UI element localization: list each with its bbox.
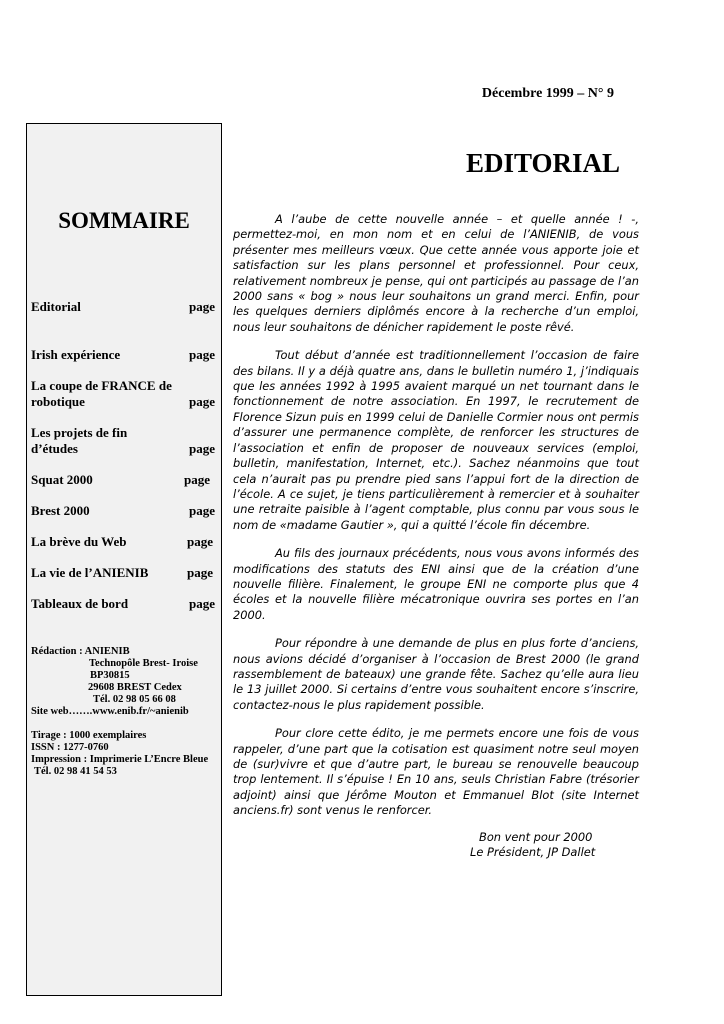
toc-item-page: page [189, 394, 215, 409]
editorial-paragraph: A l’aube de cette nouvelle année – et quelle année ! -, permettez-moi, en mon nom et en celui de l’ANIENIB, de vous présenter mes meilleurs vœux. Que cette année vous apporte joie et satisfaction sur les plans personnel et professionnel. Pour ceux, relativement nombreux je pense, qui ont participés au passage de l’an 2000 sans « bog » nous leur souhaitons un grand merci. Enfin, pour les quelques derniers diplômés encore à la recherche d’un emploi, nous leur souhaitons de dénicher rapidement le poste rêvé. [233, 212, 639, 334]
credits-address-line: 29608 BREST Cedex [88, 682, 182, 693]
credits-printer-phone: Tél. 02 98 41 54 53 [34, 766, 117, 777]
credits-tirage: Tirage : 1000 exemplaires [31, 730, 147, 741]
toc-item-label: Tableaux de bord [31, 596, 129, 611]
sommaire-sidebar [26, 123, 222, 996]
sommaire-title: SOMMAIRE [58, 208, 190, 233]
toc-item-brest [31, 503, 215, 519]
credits-phone: Tél. 02 98 05 66 08 [93, 694, 176, 705]
credits-impression: Impression : Imprimerie L’Encre Bleue [31, 754, 209, 765]
toc-item-label: La brève du Web [31, 534, 127, 549]
toc-item-page: page [187, 565, 213, 580]
editorial-paragraph: Au fils des journaux précédents, nous vous avons informés des modifications des statuts des ENI ainsi que de la création d’une nouvelle filière. Finalement, le groupe ENI ne comporte plus que 4 écoles et la nouvelle filière mécatronique ouvrira ses portes en l’an 2000. [233, 546, 639, 622]
toc-item-irish [31, 347, 215, 363]
editorial-paragraph: Pour clore cette édito, je me permets encore une fois de vous rappeler, d’une part que la cotisation est quasiment notre seul moyen de (sur)vivre et que d’autre part, le bureau se renouvelle beaucoup trop lentement. Il s’épuise ! En 10 ans, seuls Christian Fabre (trésorier adjoint) ainsi que Jérôme Mouton et Emmanuel Blot (site Internet anciens.fr) sont venus le renforcer. [233, 726, 639, 818]
toc-item-page: page [189, 347, 215, 362]
credits-website: Site web…….www.enib.fr/~anienib [31, 706, 189, 717]
editorial-closing: Bon vent pour 2000 [479, 830, 593, 844]
toc-item-page: page [189, 441, 215, 456]
credits-address-line: Technopôle Brest- Iroise [89, 658, 198, 669]
editorial-paragraph: Pour répondre à une demande de plus en plus forte d’anciens, nous avions décidé d’organiser à l’occasion de Brest 2000 (le grand rassemblement de bateaux) une grande fête. Sachez qu’elle aura lieu le 13 juillet 2000. Si certains d’entre vous souhaitent encore s’inscrire, contactez-nous le plus rapidement possible. [233, 636, 639, 712]
credits-issn: ISSN : 1277-0760 [31, 742, 109, 753]
toc-item-editorial [31, 299, 215, 315]
toc-item-label: La vie de l’ANIENIB [31, 565, 149, 580]
toc-item-label: Irish expérience [31, 347, 121, 362]
toc-item-web [31, 534, 213, 550]
toc-item-label: La coupe de FRANCE de robotique [31, 378, 172, 409]
toc-item-tableaux [31, 596, 215, 612]
editorial-signature: Le Président, JP Dallet [470, 845, 596, 859]
toc-item-projets [31, 425, 215, 457]
toc-item-squat [31, 472, 210, 488]
credits-address-line: BP30815 [90, 670, 130, 681]
toc-item-label: Les projets de fin d’études [31, 425, 128, 456]
toc-item-page: page [189, 299, 215, 314]
toc-item-page: page [184, 472, 210, 487]
toc-item-label: Editorial [31, 299, 81, 314]
editorial-title: EDITORIAL [465, 148, 620, 178]
editorial-paragraph: Tout début d’année est traditionnellement l’occasion de faire des bilans. Il y a déjà quatre ans, dans le bulletin numéro 1, j’indiquais que les années 1992 à 1995 avaient marqué un net tournant dans le fonctionnement de notre association. En 1997, le recrutement de Florence Sizun puis en 1999 celui de Danielle Cormier nous ont permis d’assurer une permanence complète, de renforcer les structures de l’association et enfin de proposer de nouveaux services (emploi, bulletin, manifestation, Internet, etc.). Sachez néanmoins que tout cela n’aurait pas pu prendre pied sans l’appui fort de la direction de l’école. A ce sujet, je tiens particulièrement à remercier et à souhaiter une retraite paisible à l’agent comptable, plus connu par vous sous le nom de «madame Gautier », qui a quitté l’école fin décembre. [233, 348, 639, 532]
toc-item-label: Squat 2000 [31, 472, 93, 487]
editorial-body [233, 212, 639, 832]
editorial-signature-block [470, 830, 670, 860]
credits-redaction: Rédaction : ANIENIB [31, 646, 130, 657]
toc-item-vie [31, 565, 213, 581]
issue-date: Décembre 1999 – N° 9 [481, 86, 614, 101]
toc-item-page: page [187, 534, 213, 549]
toc-item-label: Brest 2000 [31, 503, 90, 518]
credits-block [31, 646, 221, 778]
toc-item-page: page [189, 503, 215, 518]
toc-item-page: page [189, 596, 215, 611]
toc-item-robotique [31, 378, 215, 410]
